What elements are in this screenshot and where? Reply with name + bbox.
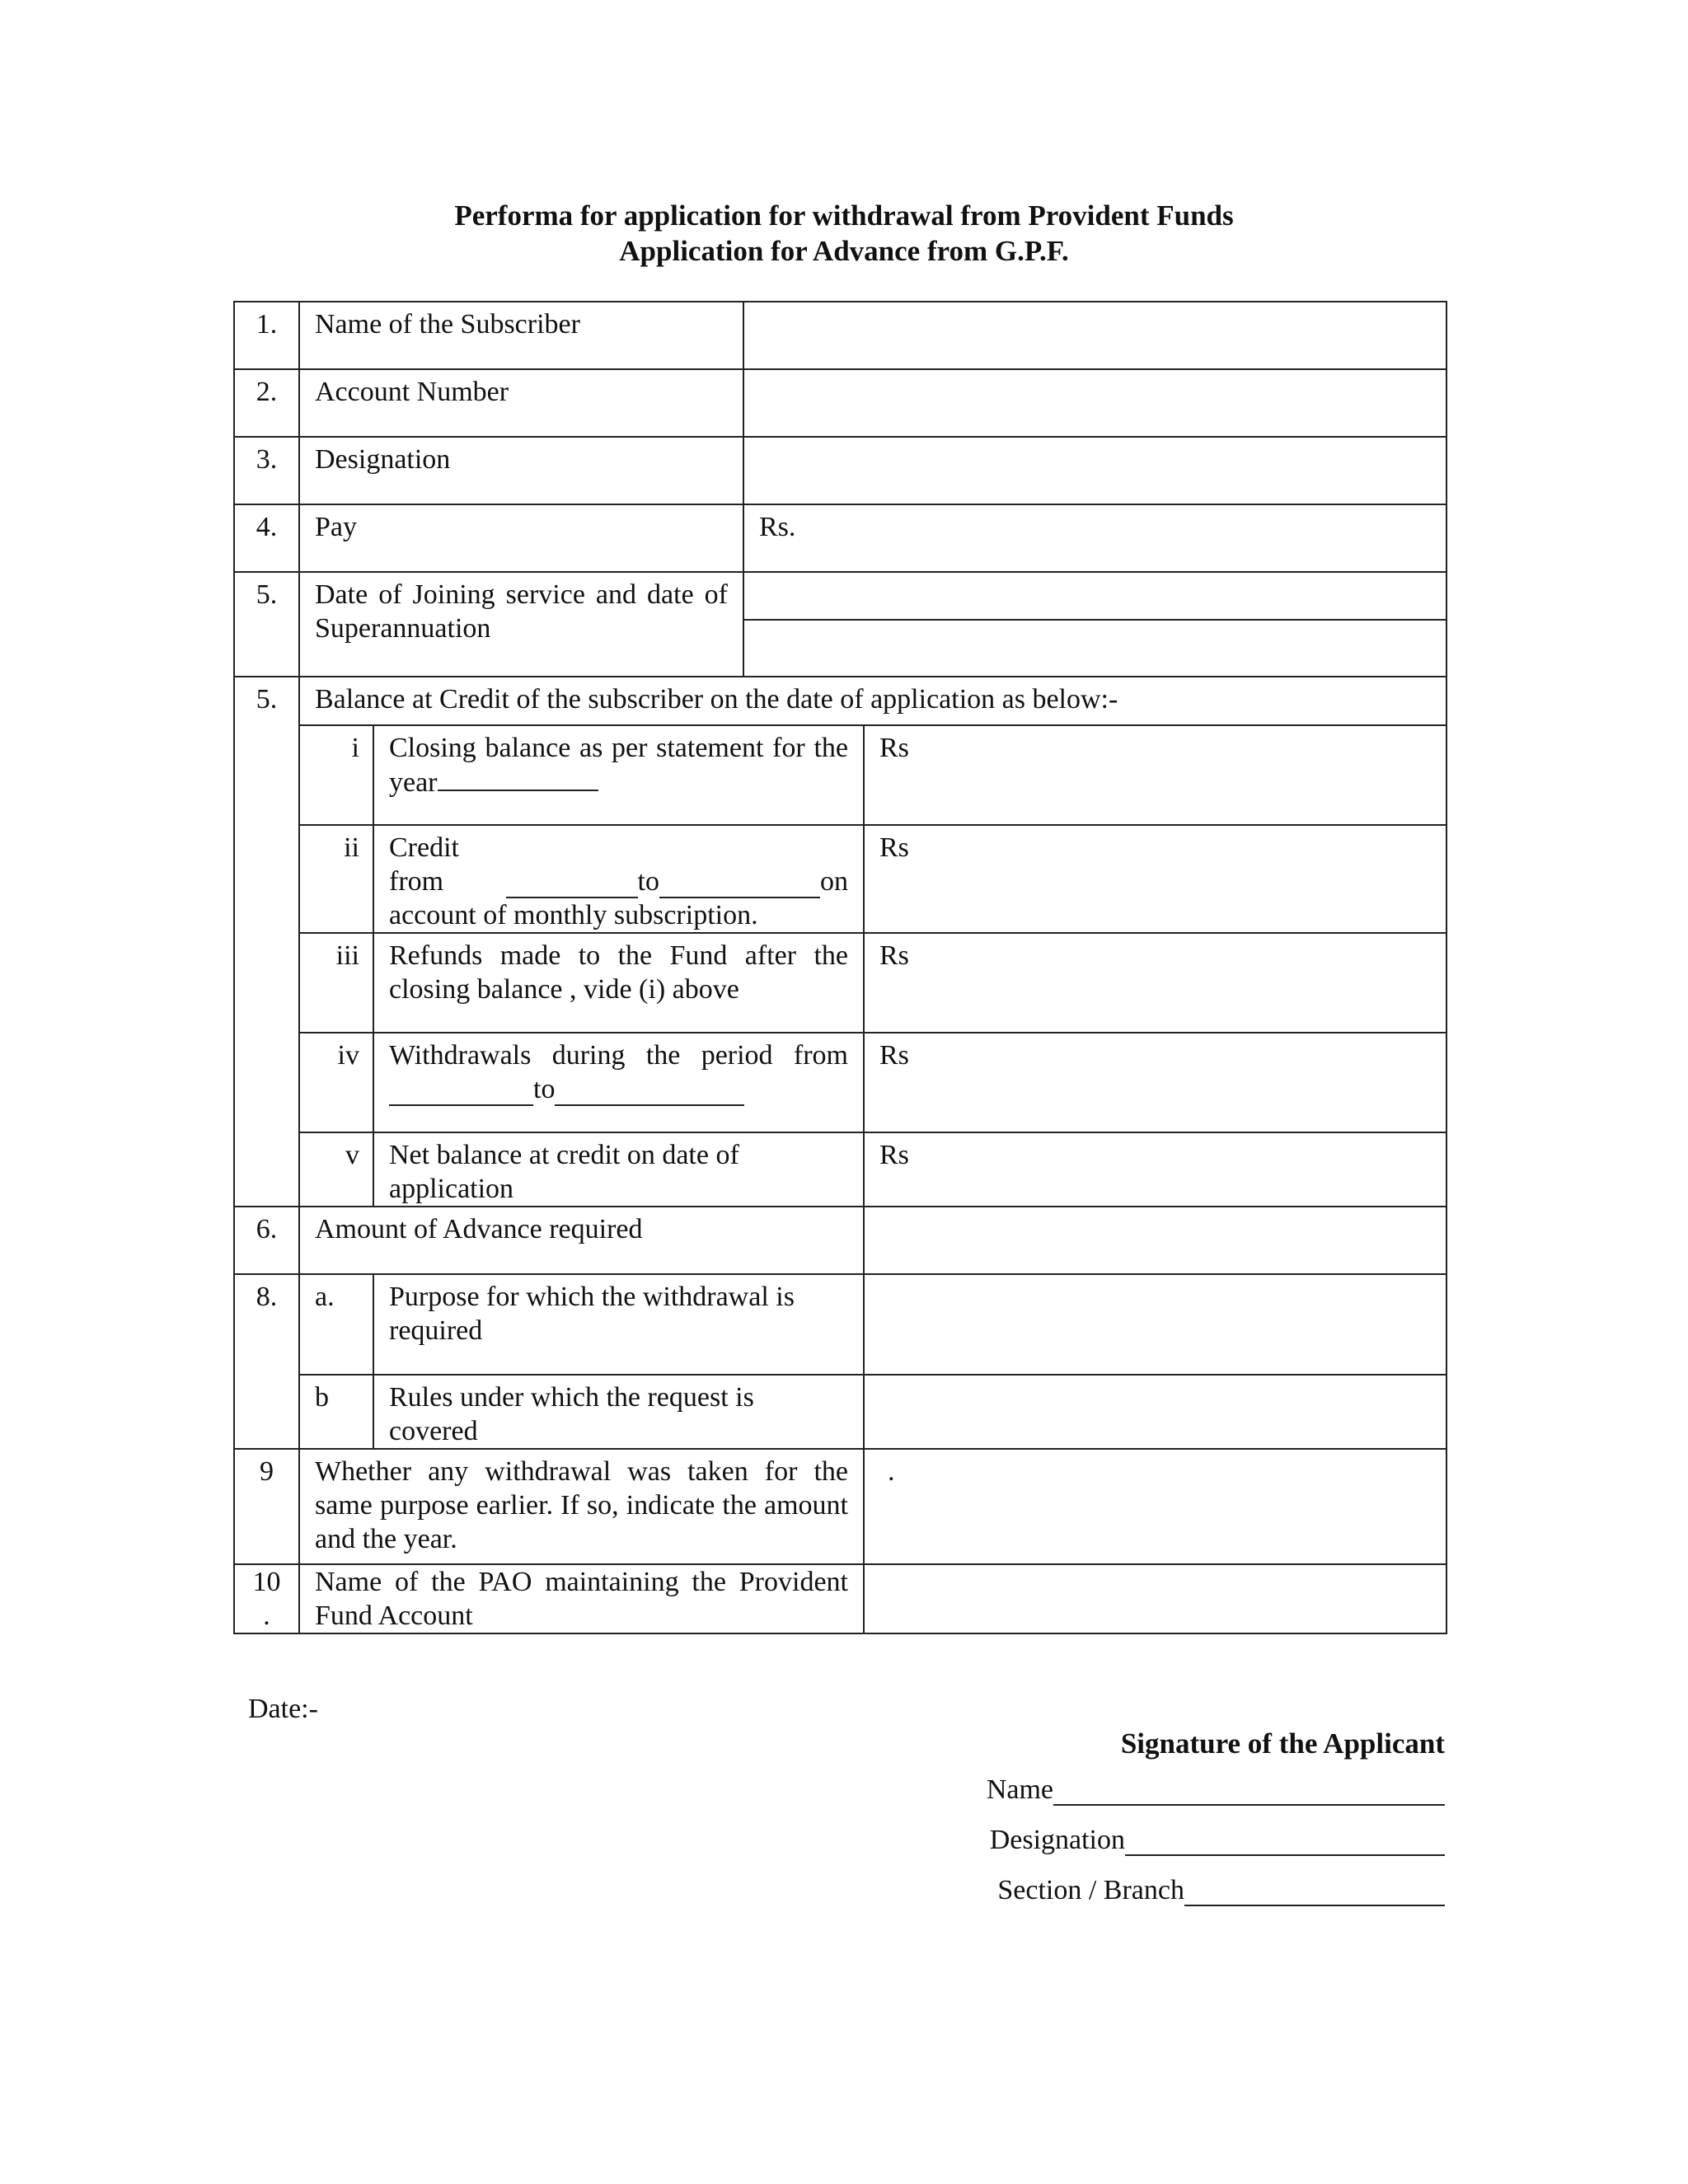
net-balance-label: Net balance at credit on date of application (373, 1132, 864, 1207)
signature-name-line (987, 1774, 1445, 1806)
period-from-blank (389, 1080, 533, 1106)
pao-name-field[interactable] (864, 1564, 1447, 1633)
designation-label: Designation (299, 437, 743, 504)
title-line-2: Application for Advance from G.P.F. (619, 235, 1069, 267)
row-account-number (234, 369, 1447, 437)
net-balance-field[interactable]: Rs (864, 1132, 1447, 1207)
form-title (0, 198, 1688, 269)
row-balance-ii (234, 825, 1447, 933)
application-table (233, 301, 1447, 1634)
sub-number: iii (299, 933, 373, 1033)
row-number: 4. (234, 504, 299, 572)
sub-letter: a. (299, 1274, 373, 1375)
row-number: 9 (234, 1449, 299, 1564)
balance-header-label: Balance at Credit of the subscriber on the date of application as below:- (299, 677, 1447, 725)
row-number: 2. (234, 369, 299, 437)
closing-balance-label: Closing balance as per statement for the year (373, 725, 864, 825)
joining-superannuation-label: Date of Joining service and date of Superannuation (299, 572, 743, 677)
refunds-label: Refunds made to the Fund after the closing balance , vide (i) above (373, 933, 864, 1033)
pay-label: Pay (299, 504, 743, 572)
signature-designation-field[interactable] (1125, 1828, 1445, 1856)
pay-field[interactable]: Rs. (743, 504, 1447, 572)
subscriber-name-field[interactable] (743, 302, 1447, 369)
signature-title: Signature of the Applicant (1120, 1727, 1445, 1760)
account-number-field[interactable] (743, 369, 1447, 437)
previous-withdrawal-label: Whether any withdrawal was taken for the same purpose earlier. If so, indicate the amount and the year. (299, 1449, 864, 1564)
period-to-blank (555, 1080, 744, 1106)
row-balance-i (234, 725, 1447, 825)
row-number: 5. (234, 572, 299, 677)
row-previous-withdrawal (234, 1449, 1447, 1564)
year-blank (438, 765, 598, 791)
signature-designation-label: Designation (989, 1825, 1125, 1855)
pao-name-label: Name of the PAO maintaining the Provident Fund Account (299, 1564, 864, 1633)
title-line-1: Performa for application for withdrawal from Provident Funds (454, 199, 1234, 232)
row-balance-header (234, 677, 1447, 725)
purpose-field[interactable] (864, 1274, 1447, 1375)
row-advance-amount (234, 1207, 1447, 1274)
row-number: 3. (234, 437, 299, 504)
signature-section-line (997, 1875, 1445, 1906)
sub-letter: b (299, 1375, 373, 1449)
credit-field[interactable]: Rs (864, 825, 1447, 933)
row-number: 10 . (234, 1564, 299, 1633)
row-pao-name (234, 1564, 1447, 1633)
purpose-label: Purpose for which the withdrawal is required (373, 1274, 864, 1375)
row-balance-iii (234, 933, 1447, 1033)
to-blank (659, 872, 820, 898)
subscriber-name-label: Name of the Subscriber (299, 302, 743, 369)
signature-name-field[interactable] (1053, 1778, 1445, 1806)
advance-amount-label: Amount of Advance required (299, 1207, 864, 1274)
row-number: 6. (234, 1207, 299, 1274)
signature-section-field[interactable] (1184, 1878, 1445, 1906)
refunds-field[interactable]: Rs (864, 933, 1447, 1033)
signature-designation-line (990, 1825, 1445, 1856)
date-label: Date:- (248, 1694, 318, 1724)
row-balance-v (234, 1132, 1447, 1207)
designation-field[interactable] (743, 437, 1447, 504)
signature-section-label: Section / Branch (997, 1875, 1184, 1905)
from-blank (506, 872, 638, 898)
row-pay (234, 504, 1447, 572)
row-rules (234, 1375, 1447, 1449)
row-number: 1. (234, 302, 299, 369)
sub-number: v (299, 1132, 373, 1207)
joining-date-field[interactable] (743, 572, 1447, 620)
sub-number: iv (299, 1033, 373, 1132)
credit-label: Credit from to on account of monthly subscription. (373, 825, 864, 933)
signature-name-label: Name (986, 1774, 1053, 1805)
row-number: 8. (234, 1274, 299, 1449)
row-balance-iv (234, 1033, 1447, 1132)
row-purpose (234, 1274, 1447, 1375)
rules-field[interactable] (864, 1375, 1447, 1449)
rules-label: Rules under which the request is covered (373, 1375, 864, 1449)
closing-balance-field[interactable]: Rs (864, 725, 1447, 825)
account-number-label: Account Number (299, 369, 743, 437)
sub-number: ii (299, 825, 373, 933)
row-number: 5. (234, 677, 299, 1207)
withdrawals-label: Withdrawals during the period from to (373, 1033, 864, 1132)
advance-amount-field[interactable] (864, 1207, 1447, 1274)
superannuation-date-field[interactable] (743, 620, 1447, 677)
sub-number: i (299, 725, 373, 825)
previous-withdrawal-field[interactable]: . (864, 1449, 1447, 1564)
row-designation (234, 437, 1447, 504)
row-subscriber-name (234, 302, 1447, 369)
withdrawals-field[interactable]: Rs (864, 1033, 1447, 1132)
row-joining-date (234, 572, 1447, 620)
